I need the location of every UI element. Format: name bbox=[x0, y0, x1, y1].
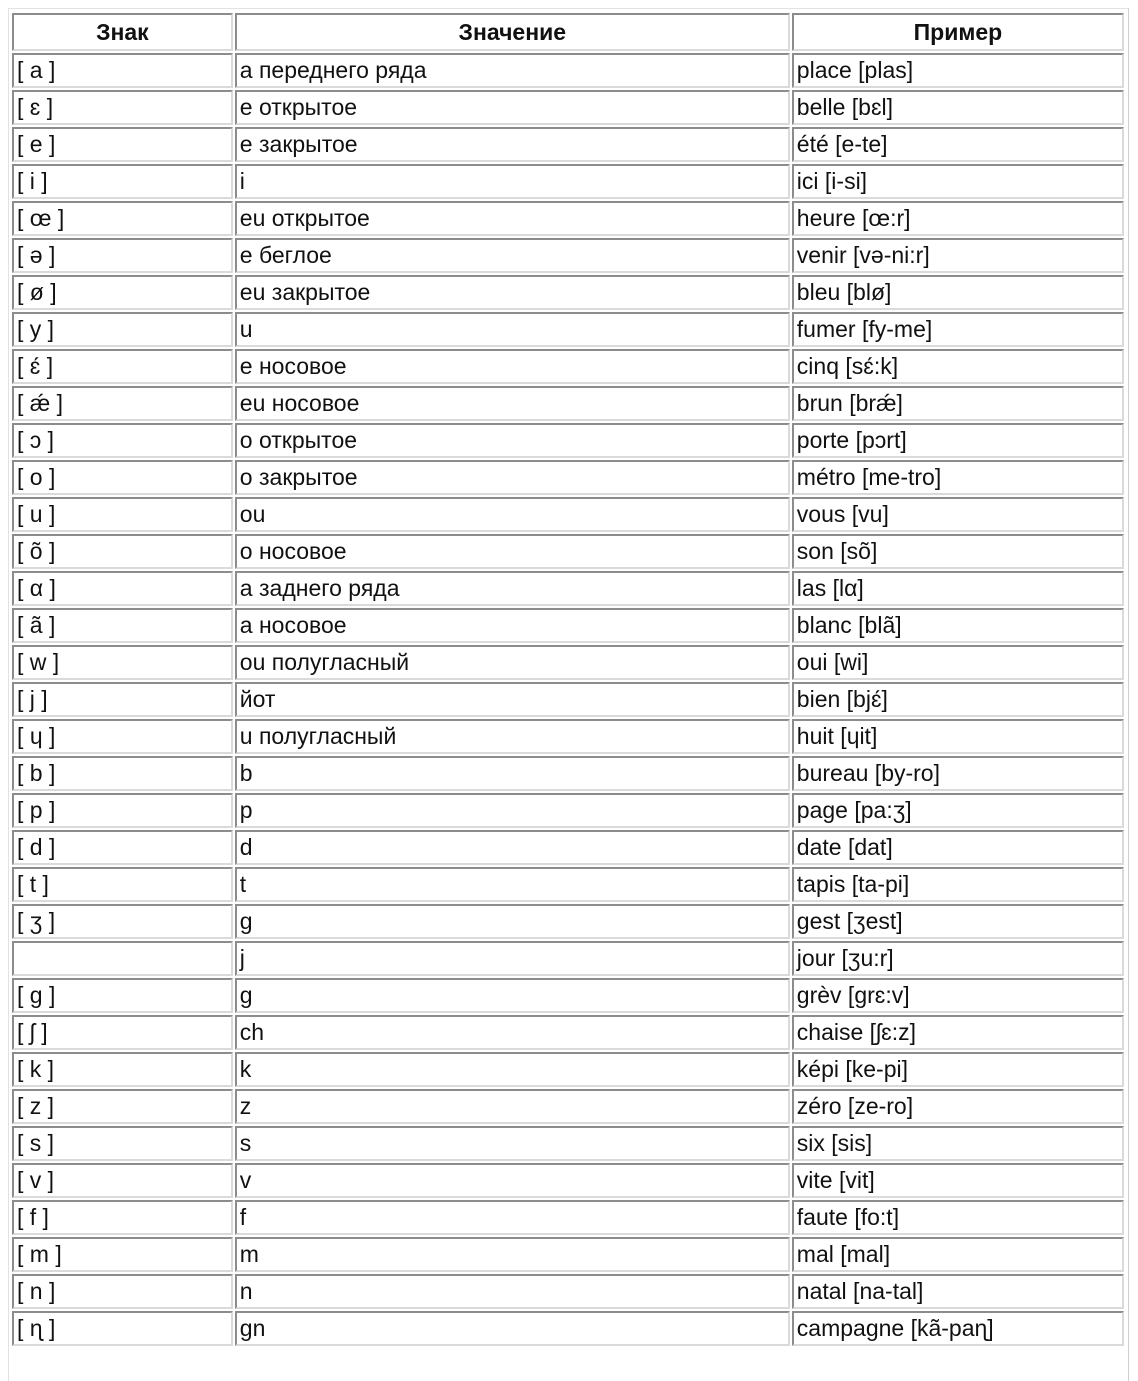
sign-cell: [ y ] bbox=[12, 312, 233, 347]
meaning-cell: p bbox=[235, 793, 790, 828]
table-row bbox=[12, 1200, 1124, 1235]
sign-cell: [ i ] bbox=[12, 164, 233, 199]
sign-cell: [ ǽ ] bbox=[12, 386, 233, 421]
example-cell: oui [wi] bbox=[792, 645, 1124, 680]
table-header-row bbox=[12, 13, 1124, 51]
table-row bbox=[12, 756, 1124, 791]
meaning-cell: a переднего ряда bbox=[235, 53, 790, 88]
meaning-cell: i bbox=[235, 164, 790, 199]
sign-cell: [ s ] bbox=[12, 1126, 233, 1161]
table-row bbox=[12, 1089, 1124, 1124]
table-row bbox=[12, 53, 1124, 88]
meaning-cell: m bbox=[235, 1237, 790, 1272]
meaning-cell: e беглое bbox=[235, 238, 790, 273]
example-cell: grèv [grɛ:v] bbox=[792, 978, 1124, 1013]
table-row bbox=[12, 1015, 1124, 1050]
sign-cell: [ m ] bbox=[12, 1237, 233, 1272]
meaning-cell: eu открытое bbox=[235, 201, 790, 236]
table-row bbox=[12, 534, 1124, 569]
table-row bbox=[12, 1163, 1124, 1198]
meaning-cell: eu закрытое bbox=[235, 275, 790, 310]
sign-cell: [ j ] bbox=[12, 682, 233, 717]
example-cell: belle [bɛl] bbox=[792, 90, 1124, 125]
sign-cell: [ œ ] bbox=[12, 201, 233, 236]
meaning-cell: z bbox=[235, 1089, 790, 1124]
table-row bbox=[12, 423, 1124, 458]
table-row bbox=[12, 201, 1124, 236]
example-cell: jour [ʒu:r] bbox=[792, 941, 1124, 976]
sign-cell: [ d ] bbox=[12, 830, 233, 865]
meaning-cell: ch bbox=[235, 1015, 790, 1050]
meaning-cell: o открытое bbox=[235, 423, 790, 458]
table-row bbox=[12, 238, 1124, 273]
example-cell: képi [ke-pi] bbox=[792, 1052, 1124, 1087]
meaning-cell: f bbox=[235, 1200, 790, 1235]
example-cell: bleu [blø] bbox=[792, 275, 1124, 310]
meaning-cell: gn bbox=[235, 1311, 790, 1346]
sign-cell: [ p ] bbox=[12, 793, 233, 828]
meaning-cell: a заднего ряда bbox=[235, 571, 790, 606]
meaning-cell: е открытое bbox=[235, 90, 790, 125]
table-row bbox=[12, 978, 1124, 1013]
meaning-cell: йот bbox=[235, 682, 790, 717]
table-row bbox=[12, 275, 1124, 310]
meaning-cell: o носовое bbox=[235, 534, 790, 569]
sign-cell: [ a ] bbox=[12, 53, 233, 88]
header-sign: Знак bbox=[12, 13, 233, 51]
meaning-cell: k bbox=[235, 1052, 790, 1087]
meaning-cell: e носовое bbox=[235, 349, 790, 384]
sign-cell: [ ɳ ] bbox=[12, 1311, 233, 1346]
example-cell: natal [na-tal] bbox=[792, 1274, 1124, 1309]
table-row bbox=[12, 1311, 1124, 1346]
sign-cell: [ ʒ ] bbox=[12, 904, 233, 939]
sign-cell: [ f ] bbox=[12, 1200, 233, 1235]
example-cell: brun [brǽ] bbox=[792, 386, 1124, 421]
table-row bbox=[12, 127, 1124, 162]
table-row bbox=[12, 830, 1124, 865]
example-cell: son [sõ] bbox=[792, 534, 1124, 569]
sign-cell: [ õ ] bbox=[12, 534, 233, 569]
example-cell: cinq [sɛ́:k] bbox=[792, 349, 1124, 384]
meaning-cell: s bbox=[235, 1126, 790, 1161]
sign-cell: [ g ] bbox=[12, 978, 233, 1013]
table-row bbox=[12, 719, 1124, 754]
meaning-cell: u полугласный bbox=[235, 719, 790, 754]
example-cell: date [dat] bbox=[792, 830, 1124, 865]
sign-cell: [ w ] bbox=[12, 645, 233, 680]
meaning-cell: v bbox=[235, 1163, 790, 1198]
table-row bbox=[12, 164, 1124, 199]
example-cell: las [lα] bbox=[792, 571, 1124, 606]
example-cell: place [plas] bbox=[792, 53, 1124, 88]
example-cell: mal [mal] bbox=[792, 1237, 1124, 1272]
example-cell: huit [ɥit] bbox=[792, 719, 1124, 754]
example-cell: vite [vit] bbox=[792, 1163, 1124, 1198]
example-cell: chaise [ʃɛ:z] bbox=[792, 1015, 1124, 1050]
example-cell: campagne [kã-paɳ] bbox=[792, 1311, 1124, 1346]
table-row bbox=[12, 460, 1124, 495]
example-cell: bureau [by-ro] bbox=[792, 756, 1124, 791]
table-row bbox=[12, 941, 1124, 976]
meaning-cell: eu носовое bbox=[235, 386, 790, 421]
table-row bbox=[12, 1237, 1124, 1272]
table-row bbox=[12, 90, 1124, 125]
example-cell: métro [me-tro] bbox=[792, 460, 1124, 495]
table-row bbox=[12, 682, 1124, 717]
example-cell: tapis [ta-pi] bbox=[792, 867, 1124, 902]
example-cell: fumer [fy-me] bbox=[792, 312, 1124, 347]
meaning-cell: a носовое bbox=[235, 608, 790, 643]
sign-cell: [ u ] bbox=[12, 497, 233, 532]
sign-cell: [ α ] bbox=[12, 571, 233, 606]
sign-cell: [ e ] bbox=[12, 127, 233, 162]
sign-cell: [ ã ] bbox=[12, 608, 233, 643]
sign-cell: [ n ] bbox=[12, 1274, 233, 1309]
sign-cell: [ o ] bbox=[12, 460, 233, 495]
table-row bbox=[12, 571, 1124, 606]
meaning-cell: ou полугласный bbox=[235, 645, 790, 680]
meaning-cell: n bbox=[235, 1274, 790, 1309]
sign-cell: [ z ] bbox=[12, 1089, 233, 1124]
sign-cell: [ ɛ ] bbox=[12, 90, 233, 125]
meaning-cell: o закрытое bbox=[235, 460, 790, 495]
meaning-cell: b bbox=[235, 756, 790, 791]
sign-cell bbox=[12, 941, 233, 976]
sign-cell: [ ɔ ] bbox=[12, 423, 233, 458]
sign-cell: [ ø ] bbox=[12, 275, 233, 310]
table-row bbox=[12, 1274, 1124, 1309]
meaning-cell: ou bbox=[235, 497, 790, 532]
example-cell: été [e-te] bbox=[792, 127, 1124, 162]
table-row bbox=[12, 867, 1124, 902]
meaning-cell: j bbox=[235, 941, 790, 976]
table-row bbox=[12, 904, 1124, 939]
example-cell: porte [pɔrt] bbox=[792, 423, 1124, 458]
example-cell: faute [fo:t] bbox=[792, 1200, 1124, 1235]
sign-cell: [ ə ] bbox=[12, 238, 233, 273]
meaning-cell: e закрытое bbox=[235, 127, 790, 162]
table-row bbox=[12, 1052, 1124, 1087]
meaning-cell: t bbox=[235, 867, 790, 902]
table-row bbox=[12, 312, 1124, 347]
example-cell: ici [i-si] bbox=[792, 164, 1124, 199]
table-row bbox=[12, 349, 1124, 384]
phonetic-symbols-table bbox=[10, 11, 1126, 1348]
sign-cell: [ ɛ́ ] bbox=[12, 349, 233, 384]
header-meaning: Значение bbox=[235, 13, 790, 51]
meaning-cell: d bbox=[235, 830, 790, 865]
sign-cell: [ v ] bbox=[12, 1163, 233, 1198]
table-row bbox=[12, 793, 1124, 828]
sign-cell: [ k ] bbox=[12, 1052, 233, 1087]
example-cell: zéro [ze-ro] bbox=[792, 1089, 1124, 1124]
example-cell: six [sis] bbox=[792, 1126, 1124, 1161]
example-cell: bien [bjɛ́] bbox=[792, 682, 1124, 717]
sign-cell: [ ɥ ] bbox=[12, 719, 233, 754]
header-example: Пример bbox=[792, 13, 1124, 51]
table-row bbox=[12, 386, 1124, 421]
meaning-cell: u bbox=[235, 312, 790, 347]
meaning-cell: g bbox=[235, 978, 790, 1013]
example-cell: vous [vu] bbox=[792, 497, 1124, 532]
meaning-cell: g bbox=[235, 904, 790, 939]
sign-cell: [ t ] bbox=[12, 867, 233, 902]
example-cell: page [pa:ʒ] bbox=[792, 793, 1124, 828]
sign-cell: [ ʃ ] bbox=[12, 1015, 233, 1050]
table-row bbox=[12, 645, 1124, 680]
table-row bbox=[12, 608, 1124, 643]
table-row bbox=[12, 1126, 1124, 1161]
example-cell: blanc [blã] bbox=[792, 608, 1124, 643]
sign-cell: [ b ] bbox=[12, 756, 233, 791]
example-cell: gest [ʒest] bbox=[792, 904, 1124, 939]
table-row bbox=[12, 497, 1124, 532]
example-cell: venir [və-ni:r] bbox=[792, 238, 1124, 273]
table-body bbox=[12, 53, 1124, 1346]
example-cell: heure [œ:r] bbox=[792, 201, 1124, 236]
